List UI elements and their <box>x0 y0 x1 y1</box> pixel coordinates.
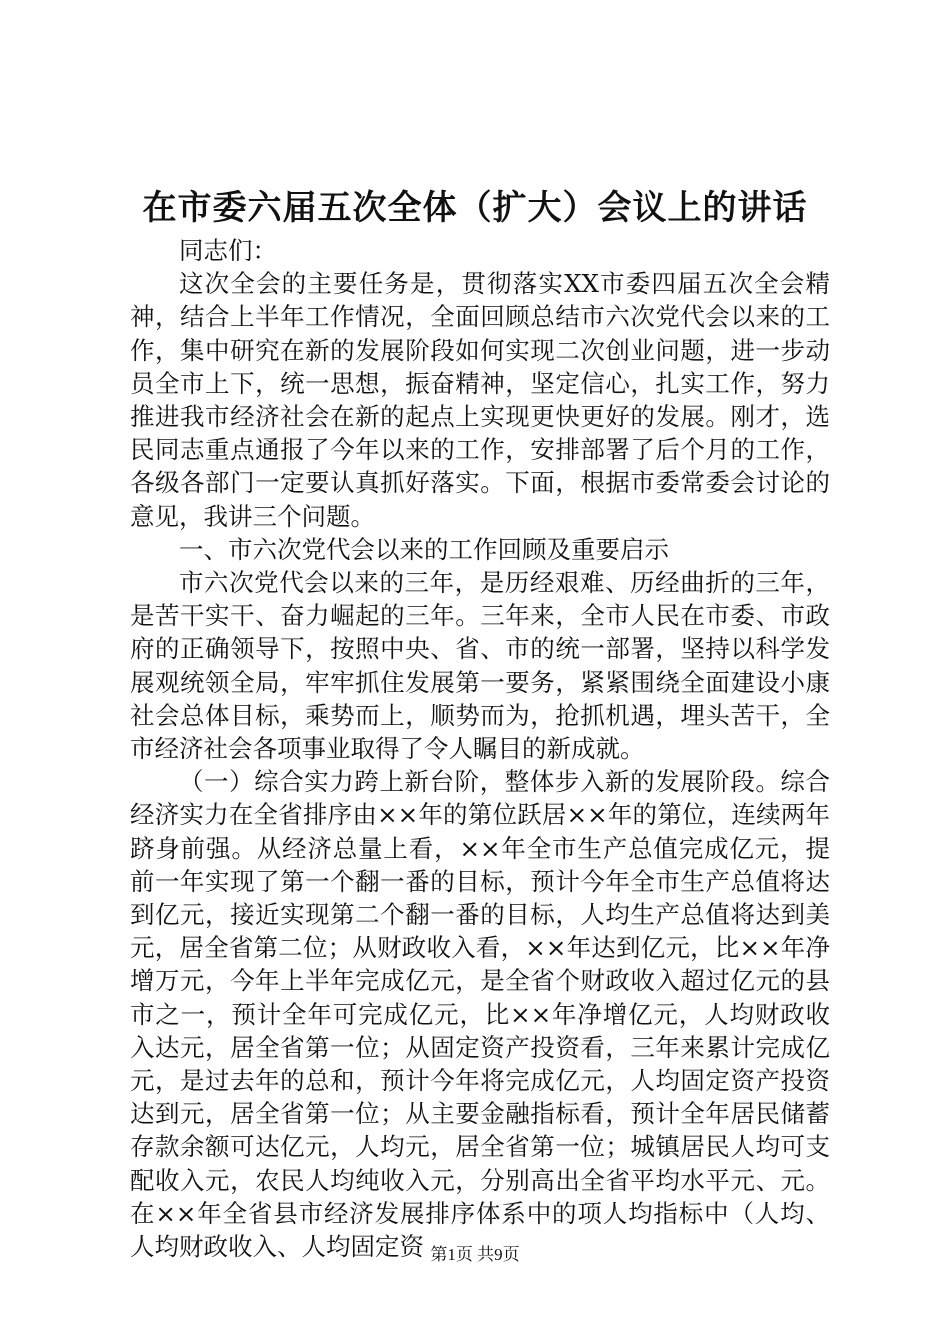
page-footer: 第1页 共9页 <box>430 1245 520 1264</box>
salutation: 同志们： <box>179 236 277 265</box>
intro-paragraph: 这次全会的主要任务是，贯彻落实XX市委四届五次全会精神，结合上半年工作情况，全面回顾总结市六次党代会以来的工作，集中研究在新的发展阶段如何实现二次创业问题，进一步动员全市上下，统一思想，振奋精神，坚定信心，扎实工作，努力推进我市经济社会在新的起点上实现更快更好的发展。刚才，选民同志重点通报了今年以来的工作，安排部署了后个月的工作，各级各部门一定要认真抓好落实。下面，根据市委常委会讨论的意见，我讲三个问题。 <box>130 269 830 531</box>
review-paragraph: 市六次党代会以来的三年，是历经艰难、历经曲折的三年，是苦干实干、奋力崛起的三年。三年来，全市人民在市委、市政府的正确领导下，按照中央、省、市的统一部署，坚持以科学发展观统领全局，牢牢抓住发展第一要务，紧紧围绕全面建设小康社会总体目标，乘势而上，顺势而为，抢抓机遇，埋头苦干，全市经济社会各项事业取得了令人瞩目的新成就。 <box>130 568 830 764</box>
section-heading: 一、市六次党代会以来的工作回顾及重要启示 <box>179 534 669 564</box>
subsection-paragraph: （一）综合实力跨上新台阶，整体步入新的发展阶段。综合经济实力在全省排序由××年的第位跃居××年的第位，连续两年跻身前强。从经济总量上看，××年全市生产总值完成亿元，提前一年实现了第一个翻一番的目标，预计今年全市生产总值将达到亿元，接近实现第二个翻一番的目标，人均生产总值将达到美元，居全省第二位；从财政收入看，××年达到亿元，比××年净增万元，今年上半年完成亿元，是全省个财政收入超过亿元的县市之一，预计全年可完成亿元，比××年净增亿元，人均财政收入达元，居全省第一位；从固定资产投资看，三年来累计完成亿元，是过去年的总和，预计今年将完成亿元，人均固定资产投资达到元，居全省第一位；从主要金融指标看，预计全年居民储蓄存款余额可达亿元，人均元，居全省第一位；城镇居民人均可支配收入元，农民人均纯收入元，分别高出全省平均水平元、元。在××年全省县市经济发展排序体系中的项人均指标中（人均、人均财政收入、人均固定资 <box>130 767 830 1262</box>
document-title: 在市委六届五次全体（扩大）会议上的讲话 <box>142 188 808 228</box>
document-body <box>130 234 830 1263</box>
